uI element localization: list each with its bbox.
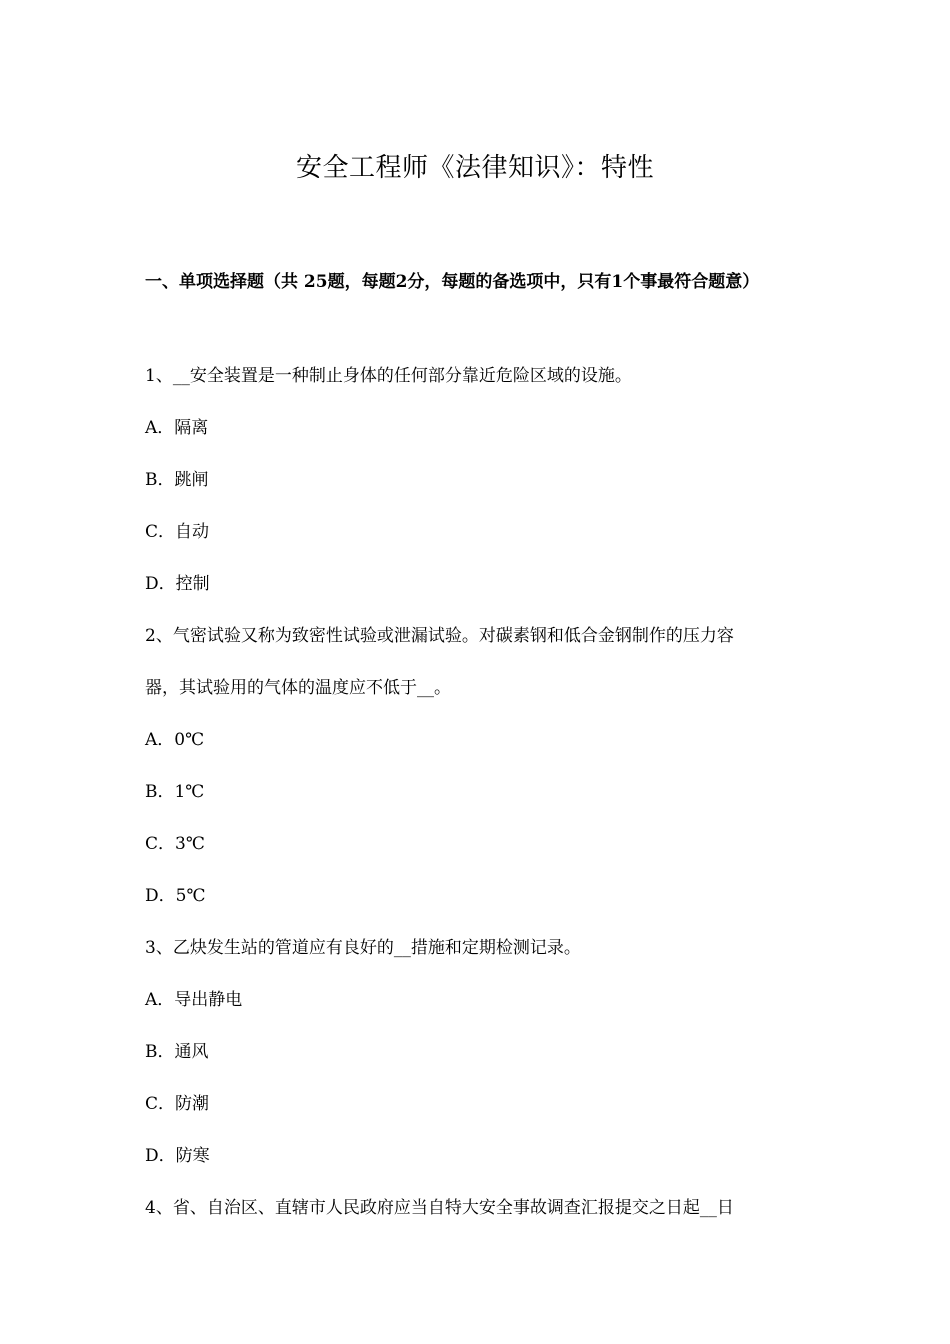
question-3-option-a: A．导出静电 <box>145 990 243 1010</box>
question-2-option-a: A．0℃ <box>145 730 205 750</box>
section-heading: 一、单项选择题（共 25题，每题2分，每题的备选项中，只有1个事最符合题意） <box>145 272 760 292</box>
question-2-option-d: D．5℃ <box>145 886 206 906</box>
question-3-option-c: C．防潮 <box>145 1094 210 1114</box>
question-4-stem: 4、省、自治区、直辖市人民政府应当自特大安全事故调查汇报提交之日起__日 <box>145 1198 734 1218</box>
question-3-stem: 3、乙炔发生站的管道应有良好的__措施和定期检测记录。 <box>145 938 581 958</box>
question-2-option-c: C．3℃ <box>145 834 205 854</box>
question-1-option-d: D．控制 <box>145 574 210 594</box>
question-2-stem-line-1: 2、气密试验又称为致密性试验或泄漏试验。对碳素钢和低合金钢制作的压力容 <box>145 626 734 646</box>
question-1-option-b: B．跳闸 <box>145 470 209 490</box>
question-3-option-d: D．防寒 <box>145 1146 210 1166</box>
question-2-option-b: B．1℃ <box>145 782 205 802</box>
question-1-option-a: A．隔离 <box>145 418 209 438</box>
question-3-option-b: B．通风 <box>145 1042 209 1062</box>
document-title: 安全工程师《法律知识》：特性 <box>295 153 654 183</box>
question-1-stem: 1、__安全装置是一种制止身体的任何部分靠近危险区域的设施。 <box>145 366 632 386</box>
question-1-option-c: C．自动 <box>145 522 210 542</box>
question-2-stem-line-2: 器，其试验用的气体的温度应不低于__。 <box>145 678 451 698</box>
